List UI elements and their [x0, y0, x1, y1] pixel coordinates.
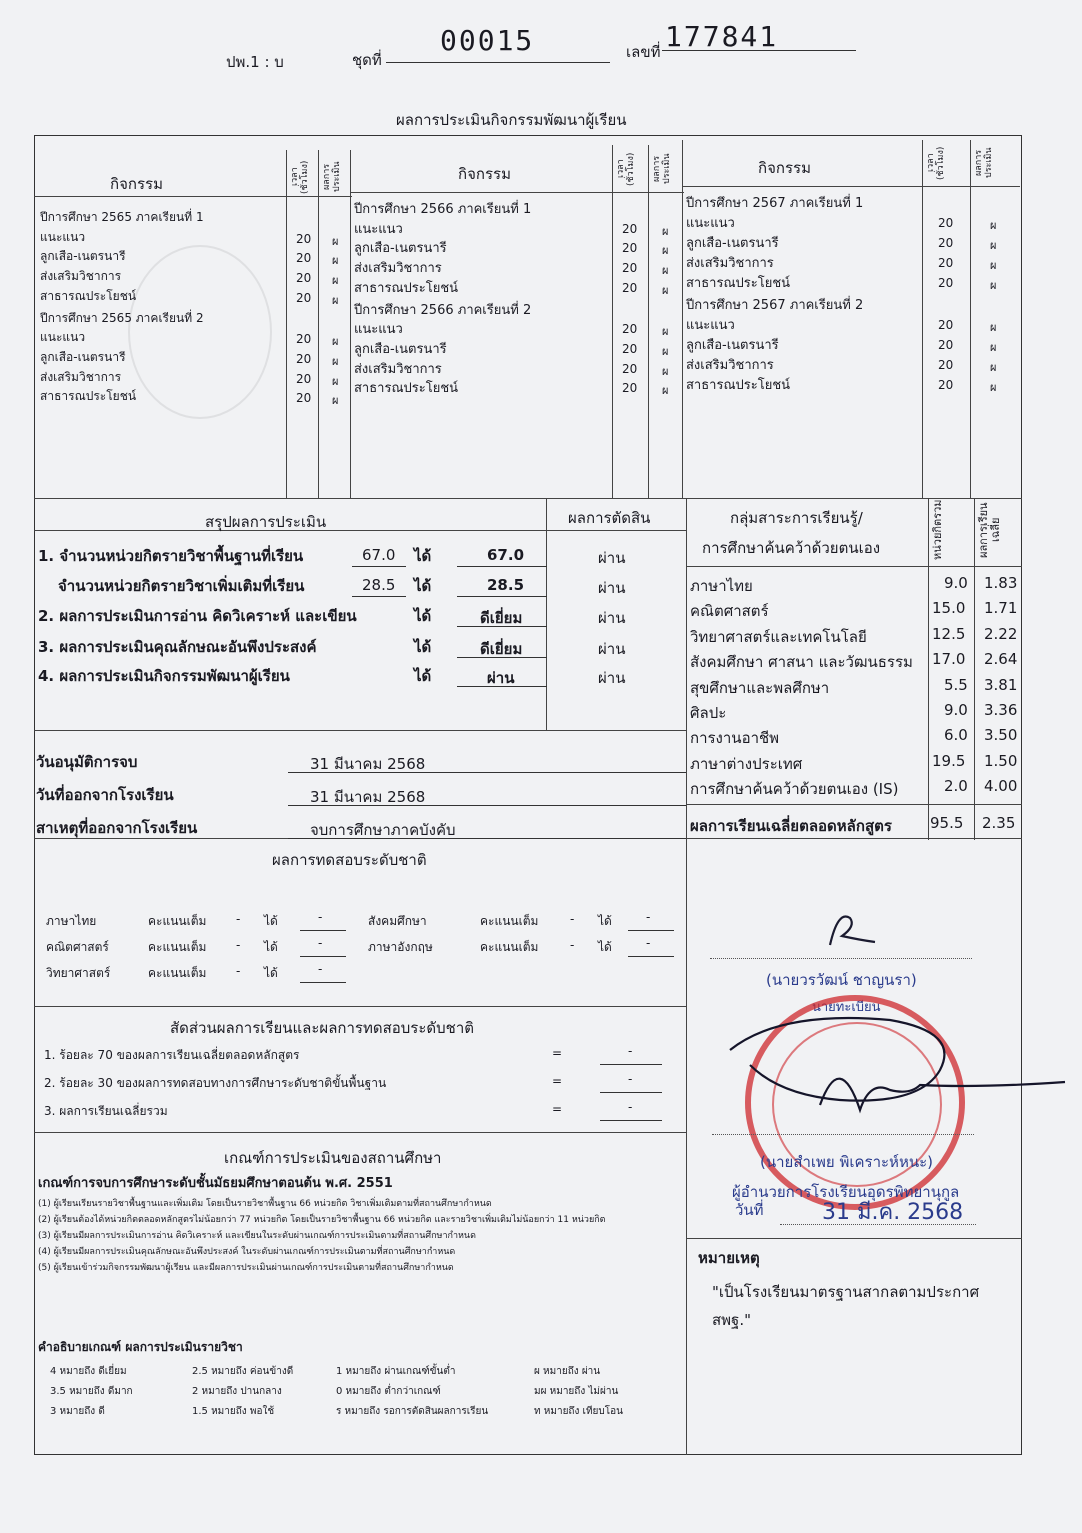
- activity-name: แนะแนว: [354, 221, 403, 237]
- activity-result: ผ: [662, 224, 669, 238]
- registrar-signature: [820, 900, 880, 960]
- national-score: -: [318, 962, 323, 976]
- activity-result: ผ: [990, 259, 997, 272]
- national-full: คะแนนเต็ม: [148, 966, 207, 980]
- activity-name: ส่งเสริมวิชาการ: [40, 269, 122, 284]
- sign-date: 31 มี.ค. 2568: [822, 1200, 964, 1225]
- summary-decision: ผ่าน: [598, 549, 626, 567]
- summary-got: ได้: [414, 577, 432, 595]
- activity-result: ผ: [662, 264, 669, 278]
- criteria-title: เกณฑ์การประเมินของสถานศึกษา: [224, 1149, 442, 1167]
- activity-result: ผ: [662, 344, 669, 358]
- activity-name: สาธารณประโยชน์: [40, 288, 137, 303]
- credit-header: หน่วยกิตรวม: [931, 499, 944, 561]
- ratio-label: 2. ร้อยละ 30 ของผลการทดสอบทางการศึกษาระดับชาติขั้นพื้นฐาน: [44, 1076, 387, 1090]
- page-title: ผลการประเมินกิจกรรมพัฒนาผู้เรียน: [396, 111, 627, 129]
- national-subject: วิทยาศาสตร์: [46, 966, 111, 980]
- legend-item: 0 หมายถึง ต่ำกว่าเกณฑ์: [336, 1386, 441, 1397]
- summary-value-2: ดีเยี่ยม: [480, 640, 523, 658]
- activity-year-heading: ปีการศึกษา 2565 ภาคเรียนที่ 2: [40, 310, 204, 325]
- activity-header-2: กิจกรรม: [458, 165, 511, 183]
- ratio-value: -: [628, 1044, 633, 1058]
- grade-header: ผลการเรียนเฉลี่ย: [977, 502, 1002, 558]
- subject-credit: 2.0: [944, 777, 968, 796]
- activity-name: สาธารณประโยชน์: [686, 378, 791, 393]
- national-got: ได้: [264, 966, 278, 980]
- activity-result: ผ: [332, 293, 339, 307]
- subject-grade: 2.64: [984, 650, 1018, 669]
- activity-result: ผ: [332, 274, 339, 288]
- subject-name: คณิตศาสตร์: [690, 602, 769, 621]
- activity-result: ผ: [990, 219, 997, 232]
- activity-hours: 20: [938, 378, 954, 392]
- activity-result: ผ: [990, 321, 997, 334]
- activity-name: ลูกเสือ-เนตรนารี: [354, 341, 447, 357]
- summary-value-2: 67.0: [487, 546, 525, 564]
- activity-result: ผ: [662, 325, 669, 339]
- subject-name: สุขศึกษาและพลศึกษา: [690, 678, 830, 697]
- activity-name: แนะแนว: [40, 229, 86, 244]
- national-dash: -: [236, 964, 241, 978]
- activity-hours: 20: [622, 221, 638, 236]
- result-header-2: ผลการประเมิน: [652, 153, 672, 185]
- legend-item: 1 หมายถึง ผ่านเกณฑ์ขั้นต่ำ: [336, 1366, 456, 1377]
- national-full: คะแนนเต็ม: [480, 940, 539, 954]
- activity-year-heading: ปีการศึกษา 2567 ภาคเรียนที่ 1: [686, 196, 864, 211]
- date-value: จบการศึกษาภาคบังคับ: [310, 821, 456, 839]
- ratio-eq: =: [552, 1074, 563, 1088]
- result-header-3: ผลการประเมิน: [974, 147, 994, 179]
- date-label: วันที่ออกจากโรงเรียน: [36, 786, 174, 804]
- subject-credit: 9.0: [944, 701, 968, 719]
- criteria-item: (5) ผู้เรียนเข้าร่วมกิจกรรมพัฒนาผู้เรียน และมีผลการประเมินผ่านเกณฑ์การประเมินตามที่สถานศึกษากำหนด: [38, 1263, 454, 1273]
- activity-result: ผ: [990, 341, 997, 354]
- criteria-subtitle: เกณฑ์การจบการศึกษาระดับชั้นมัธยมศึกษาตอนต้น พ.ศ. 2551: [38, 1176, 393, 1191]
- national-dash: -: [236, 938, 241, 952]
- criteria-item: (4) ผู้เรียนมีผลการประเมินคุณลักษณะอันพึงประสงค์ ในระดับผ่านเกณฑ์การประเมินตามที่สถานศึกษากำหนด: [38, 1247, 456, 1257]
- subject-name: วิทยาศาสตร์และเทคโนโลยี: [690, 627, 867, 646]
- legend-item: 4 หมายถึง ดีเยี่ยม: [50, 1366, 127, 1377]
- activity-result: ผ: [332, 335, 339, 349]
- activity-result: ผ: [332, 234, 339, 248]
- ratio-value: -: [628, 1072, 633, 1086]
- subject-grade: 1.71: [984, 599, 1018, 618]
- national-dash: -: [570, 938, 575, 952]
- activity-result: ผ: [662, 283, 669, 297]
- summary-label: จำนวนหน่วยกิตรายวิชาเพิ่มเติมที่เรียน: [58, 577, 305, 595]
- average-label: ผลการเรียนเฉลี่ยตลอดหลักสูตร: [690, 817, 892, 835]
- director-signature: [720, 1010, 1070, 1150]
- activity-hours: 20: [938, 216, 954, 230]
- activity-name: สาธารณประโยชน์: [686, 276, 791, 291]
- summary-label: 1. จำนวนหน่วยกิตรายวิชาพื้นฐานที่เรียน: [38, 547, 304, 565]
- form-code: ปพ.1 : บ: [226, 53, 284, 71]
- activity-hours: 20: [296, 351, 312, 366]
- activity-hours: 20: [296, 332, 312, 347]
- national-full: คะแนนเต็ม: [148, 914, 207, 928]
- summary-decision: ผ่าน: [598, 640, 626, 658]
- subject-name: ศิลปะ: [690, 704, 727, 722]
- summary-label: 3. ผลการประเมินคุณลักษณะอันพึงประสงค์: [38, 638, 317, 656]
- activity-hours: 20: [296, 251, 312, 266]
- activity-name: ส่งเสริมวิชาการ: [40, 369, 122, 384]
- national-got: ได้: [264, 914, 278, 928]
- activity-hours: 20: [622, 280, 638, 295]
- subject-grade: 1.50: [984, 751, 1018, 770]
- director-role: ผู้อำนวยการโรงเรียนอุดรพิทยานุกูล: [732, 1183, 960, 1201]
- criteria-item: (1) ผู้เรียนเรียนรายวิชาพื้นฐานและเพิ่มเติม โดยเป็นรายวิชาพื้นฐาน 66 หน่วยกิต วิชาเพิ่มเติมตามที่สถานศึกษากำหนด: [38, 1199, 492, 1209]
- national-score: -: [646, 936, 651, 950]
- summary-got: ได้: [414, 667, 432, 685]
- national-score: -: [318, 910, 323, 924]
- activity-hours: 20: [296, 271, 312, 286]
- subject-name: การงานอาชีพ: [690, 729, 780, 748]
- ratio-eq: =: [552, 1046, 563, 1060]
- national-got: ได้: [264, 940, 278, 954]
- activity-name: ส่งเสริมวิชาการ: [354, 361, 442, 377]
- summary-value-2: ดีเยี่ยม: [480, 609, 523, 627]
- activity-hours: 20: [622, 361, 638, 376]
- time-header-3: เวลา (ชั่วโมง): [926, 146, 946, 180]
- subject-credit: 12.5: [932, 624, 966, 643]
- activity-result: ผ: [332, 394, 339, 408]
- activity-result: ผ: [662, 244, 669, 258]
- note-text-2: สพฐ.": [712, 1311, 751, 1329]
- summary-got: ได้: [414, 607, 432, 625]
- criteria-item: (2) ผู้เรียนต้องได้หน่วยกิตตลอดหลักสูตรไม่น้อยกว่า 77 หน่วยกิต โดยเป็นรายวิชาพื้นฐาน 66 หน่วยกิต และรายวิชาเพิ่มเติมไม่น้อยกว่า 11 หน่วยกิต: [38, 1215, 606, 1225]
- activity-hours: 20: [296, 391, 312, 406]
- national-dash: -: [570, 912, 575, 926]
- summary-got: ได้: [414, 638, 432, 656]
- activity-name: ลูกเสือ-เนตรนารี: [686, 236, 779, 251]
- subject-name: สังคมศึกษา ศาสนา และวัฒนธรรม: [690, 653, 913, 672]
- legend-item: 2.5 หมายถึง ค่อนข้างดี: [192, 1366, 294, 1377]
- set-label: ชุดที่: [352, 51, 382, 69]
- national-subject: ภาษาไทย: [46, 914, 97, 928]
- legend-item: ท หมายถึง เทียบโอน: [534, 1406, 623, 1417]
- subject-credit: 15.0: [932, 599, 966, 618]
- subject-name: ภาษาต่างประเทศ: [690, 754, 803, 773]
- national-score: -: [646, 910, 651, 924]
- note-title: หมายเหตุ: [698, 1249, 760, 1267]
- national-subject: ภาษาอังกฤษ: [368, 940, 433, 954]
- summary-label: 2. ผลการประเมินการอ่าน คิดวิเคราะห์ และเขียน: [38, 607, 357, 625]
- subject-name: การศึกษาค้นคว้าด้วยตนเอง (IS): [690, 780, 899, 799]
- activity-result: ผ: [990, 361, 997, 374]
- national-full: คะแนนเต็ม: [148, 940, 207, 954]
- activity-hours: 20: [622, 241, 638, 256]
- average-grade: 2.35: [982, 814, 1016, 832]
- activity-hours: 20: [938, 338, 954, 352]
- legend-item: 2 หมายถึง ปานกลาง: [192, 1386, 282, 1397]
- legend-title: คำอธิบายเกณฑ์ ผลการประเมินรายวิชา: [38, 1340, 243, 1354]
- activity-name: ลูกเสือ-เนตรนารี: [40, 349, 126, 364]
- registrar-role: นายทะเบียน: [812, 1000, 881, 1015]
- average-credit: 95.5: [930, 814, 964, 832]
- date-value: 31 มีนาคม 2568: [310, 755, 426, 773]
- activity-name: สาธารณประโยชน์: [40, 389, 137, 404]
- result-header-1: ผลการประเมิน: [322, 161, 342, 193]
- summary-value-2: ผ่าน: [487, 669, 515, 687]
- summary-value-2: 28.5: [487, 576, 525, 594]
- subject-credit: 19.5: [932, 751, 966, 770]
- national-subject: สังคมศึกษา: [368, 914, 427, 928]
- registrar-name: (นายวรวัฒน์ ชาญนรา): [766, 971, 917, 989]
- activity-hours: 20: [938, 256, 954, 270]
- activity-result: ผ: [990, 381, 997, 394]
- subject-grade: 4.00: [984, 777, 1018, 796]
- note-text-1: "เป็นโรงเรียนมาตรฐานสากลตามประกาศ: [712, 1283, 980, 1301]
- activity-hours: 20: [938, 236, 954, 250]
- summary-decision: ผ่าน: [598, 609, 626, 627]
- activity-name: ลูกเสือ-เนตรนารี: [354, 241, 447, 257]
- activity-result: ผ: [662, 384, 669, 398]
- ratio-label: 3. ผลการเรียนเฉลี่ยรวม: [44, 1104, 168, 1118]
- activity-name: ส่งเสริมวิชาการ: [686, 256, 774, 271]
- activity-name: ส่งเสริมวิชาการ: [686, 358, 774, 373]
- activity-header-3: กิจกรรม: [758, 159, 811, 177]
- national-score: -: [318, 936, 323, 950]
- activity-name: แนะแนว: [686, 216, 735, 231]
- time-header-1: เวลา (ชั่วโมง): [290, 160, 310, 194]
- legend-item: ร หมายถึง รอการตัดสินผลการเรียน: [336, 1406, 489, 1417]
- activity-result: ผ: [332, 354, 339, 368]
- summary-value-1: 67.0: [362, 546, 396, 564]
- subject-credit: 9.0: [944, 574, 968, 592]
- national-got: ได้: [598, 914, 612, 928]
- activity-year-heading: ปีการศึกษา 2566 ภาคเรียนที่ 1: [354, 202, 532, 217]
- activity-hours: 20: [622, 322, 638, 337]
- national-dash: -: [236, 912, 241, 926]
- national-subject: คณิตศาสตร์: [46, 940, 109, 954]
- date-label: สาเหตุที่ออกจากโรงเรียน: [36, 819, 198, 837]
- activity-hours: 20: [622, 381, 638, 396]
- ratio-value: -: [628, 1100, 633, 1114]
- activity-name: ลูกเสือ-เนตรนารี: [40, 249, 126, 264]
- activity-year-heading: ปีการศึกษา 2566 ภาคเรียนที่ 2: [354, 302, 532, 318]
- subject-name: ภาษาไทย: [690, 577, 753, 595]
- ratio-title: สัดส่วนผลการเรียนและผลการทดสอบระดับชาติ: [170, 1019, 474, 1037]
- activity-hours: 20: [296, 231, 312, 246]
- activity-result: ผ: [332, 374, 339, 388]
- decision-header: ผลการตัดสิน: [568, 509, 651, 527]
- activity-header-1: กิจกรรม: [110, 175, 163, 193]
- legend-item: 3 หมายถึง ดี: [50, 1406, 105, 1417]
- sign-date-label: วันที่: [735, 1201, 764, 1219]
- activity-hours: 20: [938, 276, 954, 290]
- subject-credit: 17.0: [932, 650, 966, 669]
- activity-name: แนะแนว: [686, 318, 735, 333]
- subject-header-1: กลุ่มสาระการเรียนรู้/: [730, 509, 863, 527]
- activity-hours: 20: [296, 290, 312, 305]
- activity-result: ผ: [990, 239, 997, 252]
- doc-number: 177841: [665, 20, 779, 53]
- activity-hours: 20: [938, 318, 954, 332]
- activity-name: แนะแนว: [354, 322, 403, 338]
- activity-year-heading: ปีการศึกษา 2565 ภาคเรียนที่ 1: [40, 210, 204, 224]
- set-number: 00015: [440, 24, 535, 57]
- summary-decision: ผ่าน: [598, 669, 626, 687]
- summary-value-1: 28.5: [362, 576, 396, 594]
- legend-item: มผ หมายถึง ไม่ผ่าน: [534, 1386, 619, 1397]
- summary-got: ได้: [414, 547, 432, 565]
- director-name: (นายสำเพย พิเคราะห์หนะ): [760, 1153, 933, 1171]
- activity-result: ผ: [332, 254, 339, 268]
- national-full: คะแนนเต็ม: [480, 914, 539, 928]
- number-label: เลขที่: [626, 43, 661, 61]
- national-title: ผลการทดสอบระดับชาติ: [272, 851, 427, 869]
- activity-year-heading: ปีการศึกษา 2567 ภาคเรียนที่ 2: [686, 298, 864, 313]
- activity-result: ผ: [662, 364, 669, 378]
- ratio-eq: =: [552, 1102, 563, 1116]
- activity-hours: 20: [622, 261, 638, 276]
- date-value: 31 มีนาคม 2568: [310, 788, 426, 806]
- subject-grade: 3.81: [984, 675, 1018, 694]
- subject-grade: 1.83: [984, 574, 1018, 592]
- activity-name: ลูกเสือ-เนตรนารี: [686, 338, 779, 353]
- legend-item: 1.5 หมายถึง พอใช้: [192, 1406, 275, 1417]
- summary-label: 4. ผลการประเมินกิจกรรมพัฒนาผู้เรียน: [38, 667, 290, 685]
- activity-name: ส่งเสริมวิชาการ: [354, 261, 442, 277]
- activity-result: ผ: [990, 279, 997, 292]
- subject-grade: 2.22: [984, 624, 1018, 643]
- subject-grade: 3.36: [984, 701, 1018, 719]
- national-got: ได้: [598, 940, 612, 954]
- activity-name: สาธารณประโยชน์: [354, 381, 459, 397]
- legend-item: ผ หมายถึง ผ่าน: [534, 1366, 601, 1377]
- summary-decision: ผ่าน: [598, 579, 626, 597]
- activity-hours: 20: [938, 358, 954, 372]
- activity-hours: 20: [622, 341, 638, 356]
- ratio-label: 1. ร้อยละ 70 ของผลการเรียนเฉลี่ยตลอดหลักสูตร: [44, 1048, 300, 1062]
- subject-header-2: การศึกษาค้นคว้าด้วยตนเอง: [702, 539, 881, 557]
- activity-name: สาธารณประโยชน์: [354, 280, 459, 296]
- legend-item: 3.5 หมายถึง ดีมาก: [50, 1386, 133, 1397]
- time-header-2: เวลา (ชั่วโมง): [616, 152, 636, 186]
- summary-title: สรุปผลการประเมิน: [205, 513, 327, 531]
- subject-grade: 3.50: [984, 726, 1018, 745]
- activity-name: แนะแนว: [40, 330, 86, 345]
- activity-hours: 20: [296, 371, 312, 386]
- date-label: วันอนุมัติการจบ: [36, 753, 138, 771]
- criteria-item: (3) ผู้เรียนมีผลการประเมินการอ่าน คิดวิเคราะห์ และเขียนในระดับผ่านเกณฑ์การประเมินตามที่สถานศึกษากำหนด: [38, 1231, 476, 1241]
- subject-credit: 5.5: [944, 675, 968, 694]
- subject-credit: 6.0: [944, 726, 968, 745]
